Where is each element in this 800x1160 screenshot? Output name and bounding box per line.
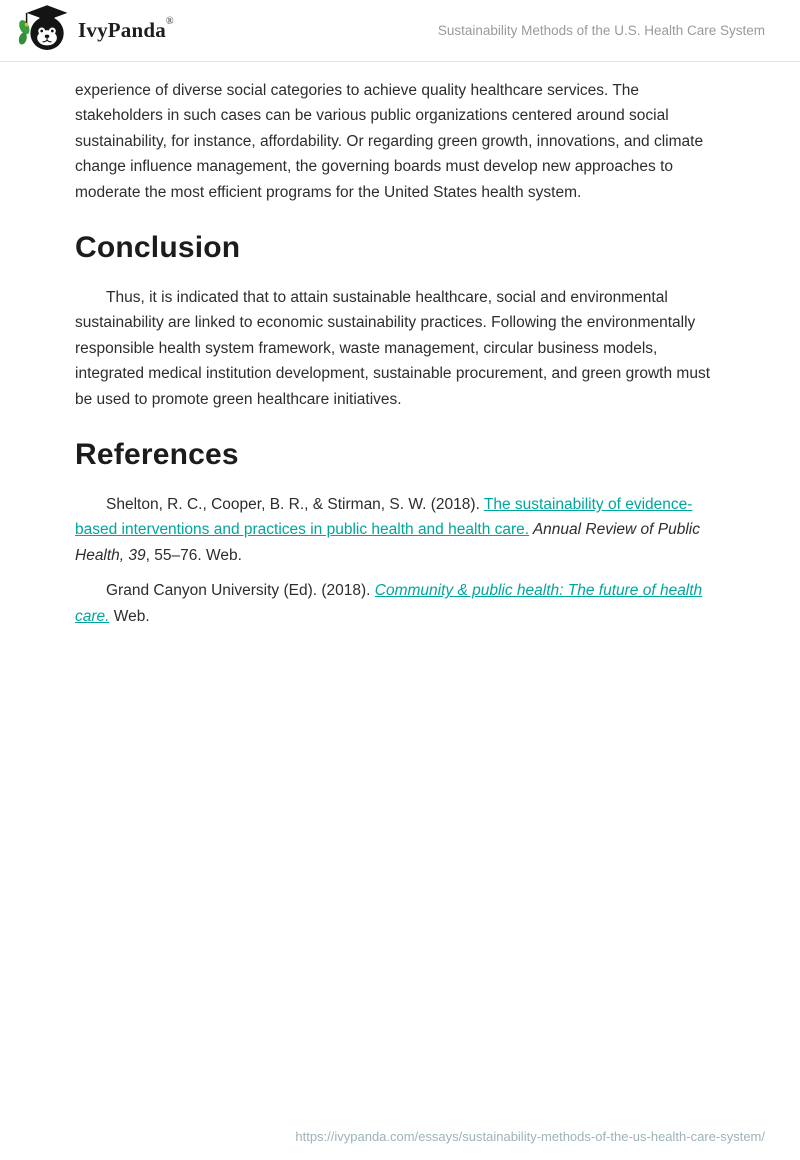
reference-text: Web.	[109, 607, 150, 625]
registered-mark: ®	[165, 15, 174, 27]
brand-name: IvyPanda	[78, 18, 166, 42]
ivypanda-logo-icon	[16, 3, 72, 58]
ivypanda-brand[interactable]	[16, 3, 174, 58]
reference-link[interactable]: The sustainability of evidence-based interventions and practices in public health and health care.	[75, 496, 693, 539]
reference-link[interactable]: Community & public health: The future of health care.	[75, 582, 703, 625]
reference-text: Shelton, R. C., Cooper, B. R., & Stirman, S. W. (2018).	[106, 496, 484, 514]
body-paragraph: experience of diverse social categories to achieve quality healthcare services. The stakeholders in such cases can be various public organizations centered around social sustainability, for instance, affordability. Or regarding green growth, innovations, and climate change influence management, the governing boards must develop new approaches to moderate the most efficient programs for the United States health system.	[75, 82, 704, 201]
document-title: Sustainability Methods of the U.S. Health Care System	[437, 23, 765, 38]
page-footer	[295, 1128, 765, 1146]
page-header	[0, 0, 800, 62]
reference-text: , 55–76. Web.	[145, 546, 242, 564]
journal-title: Annual Review of Public Health, 39	[75, 521, 700, 564]
reference-entry-1	[75, 492, 715, 568]
reference-text: Grand Canyon University (Ed). (2018).	[106, 582, 375, 600]
reference-entry-2	[75, 578, 715, 629]
source-url-link[interactable]: https://ivypanda.com/essays/sustainability-methods-of-the-us-health-care-system/	[295, 1129, 765, 1144]
essay-content	[0, 62, 800, 629]
conclusion-paragraph: Thus, it is indicated that to attain sustainable healthcare, social and environmental sustainability are linked to economic sustainability practices. Following the environmentally responsible health system framework, waste management, circular business models, integrated medical institution development, sustainable procurement, and green growth must be used to promote green healthcare initiatives.	[75, 289, 711, 408]
conclusion-heading: Conclusion	[75, 231, 241, 265]
references-heading: References	[75, 438, 239, 472]
